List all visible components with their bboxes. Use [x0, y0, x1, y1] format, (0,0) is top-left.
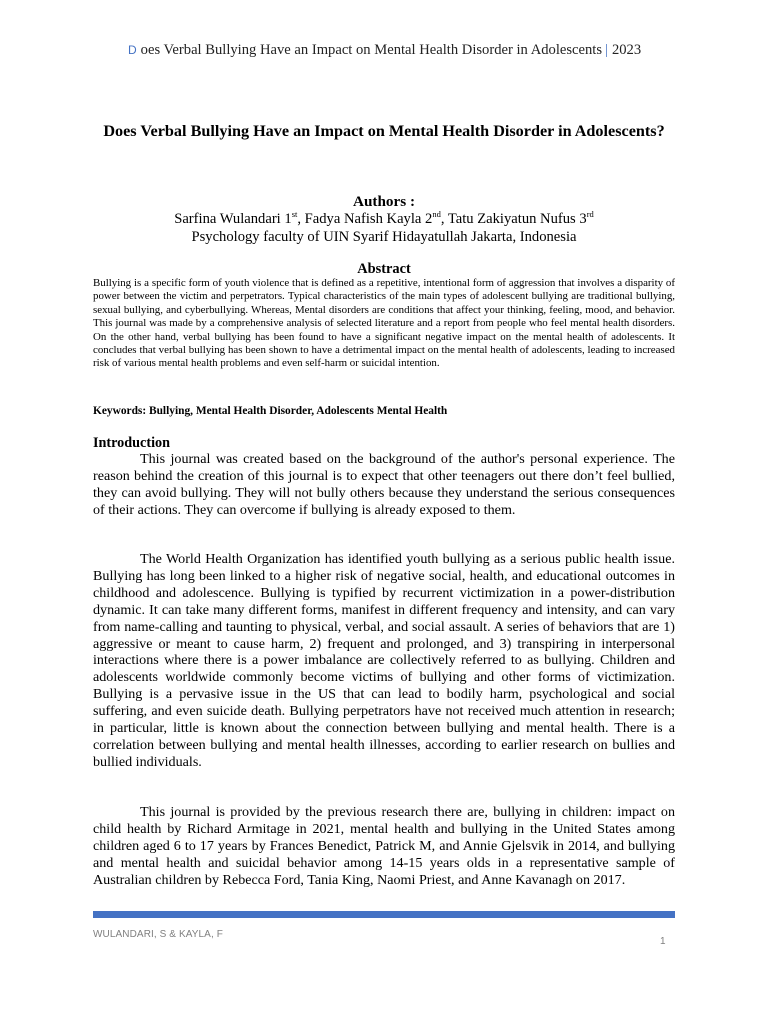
abstract-text: Bullying is a specific form of youth violence that is defined as a repetitive, intentional form of aggression that involves a disparity of power between the victim and perpetrators. Typical characteristics of the main types of adolescent bullying are traditional bullying, sexual bullying, and cyberbullying. Whereas, Mental disorders are conditions that affect your thinking, feeling, mood, and behavior. This journal was made by a comprehensive analysis of selected literature and a report from people who feel mental health disorders. On the other hand, verbal bullying has been found to have a significant negative impact on the mental health of adolescents. It concludes that verbal bullying has been shown to have a detrimental impact on the mental health of adolescents, leading to increased risk of various mental health problems and even self-harm or suicidal intention. — [93, 277, 675, 370]
keywords: Keywords: Bullying, Mental Health Disorder, Adolescents Mental Health — [93, 405, 448, 417]
header-running-title: oes Verbal Bullying Have an Impact on Mental Health Disorder in Adolescents — [140, 42, 603, 58]
introduction-heading: Introduction — [93, 435, 170, 451]
header-separator: | — [605, 42, 608, 58]
paper-title: Does Verbal Bullying Have an Impact on Mental Health Disorder in Adolescents? — [103, 122, 665, 140]
abstract-heading: Abstract — [357, 261, 411, 277]
body-paragraph: The World Health Organization has identified youth bullying as a serious public health issue. Bullying has long been linked to a higher risk of negative social, health, and educational outcomes in childhood and adolescence. Bullying is typified by recurrent victimization in a power-distribution dynamic. It can take many different forms, manifest in different frequency and intensity, and can vary from name-calling and taunting to physical, verbal, and social assault. A series of behaviors that are 1) aggressive or meant to cause harm, 2) frequent and prolonged, and 3) transpiring in interpersonal interactions where there is a power imbalance are collectively referred to as bullying. Children and adolescents worldwide commonly become victims of bullying and other forms of victimization. Bullying is a pervasive issue in the US that can lead to bodily harm, psychological and social suffering, and even suicide death. Bullying perpetrators have not received much attention in research; in particular, little is known about the connection between bullying and mental health. There is a correlation between bullying and mental health illnesses, according to earlier research on bullies and bullied individuals. — [93, 551, 675, 770]
header-year: 2023 — [611, 42, 642, 58]
author-ordinal: st — [291, 209, 298, 219]
author-name: Tatu Zakiyatun Nufus 3 — [447, 211, 587, 227]
author-block — [93, 210, 675, 246]
body-paragraph: This journal was created based on the background of the author's personal experience. The reason behind the creation of this journal is to expect that other teenagers out there don’t feel bullied, they can avoid bullying. They will not bully others because they understand the serious consequences of their actions. They can overcome if bullying is already exposed to them. — [93, 451, 675, 518]
authors-heading: Authors : — [352, 193, 416, 210]
author-name: Sarfina Wulandari 1 — [174, 211, 292, 227]
author-ordinal: rd — [586, 209, 594, 219]
author-name: Fadya Nafish Kayla 2 — [304, 211, 433, 227]
author-list: Sarfina Wulandari 1st, Fadya Nafish Kayla 2nd, Tatu Zakiyatun Nufus 3rd — [174, 209, 594, 227]
page-number: 1 — [660, 936, 666, 947]
body-paragraph: This journal is provided by the previous research there are, bullying in children: impact on child health by Richard Armitage in 2021, mental health and bullying in the United States among children aged 6 to 17 years by Frances Benedict, Patrick M, and Annie Gjelsvik in 2014, and bullying and mental health and suicidal behavior among 14-15 years olds in a representative sample of Australian children by Rebecca Ford, Tania King, Naomi Priest, and Anne Kavanagh on 2017. — [93, 804, 675, 888]
header-drop-letter: D — [128, 43, 137, 57]
author-ordinal: nd — [432, 209, 441, 219]
footer-author: WULANDARI, S & KAYLA, F — [93, 929, 223, 940]
running-header — [128, 42, 676, 59]
footer-rule — [93, 911, 675, 918]
affiliation: Psychology faculty of UIN Syarif Hidayatullah Jakarta, Indonesia — [191, 229, 577, 245]
